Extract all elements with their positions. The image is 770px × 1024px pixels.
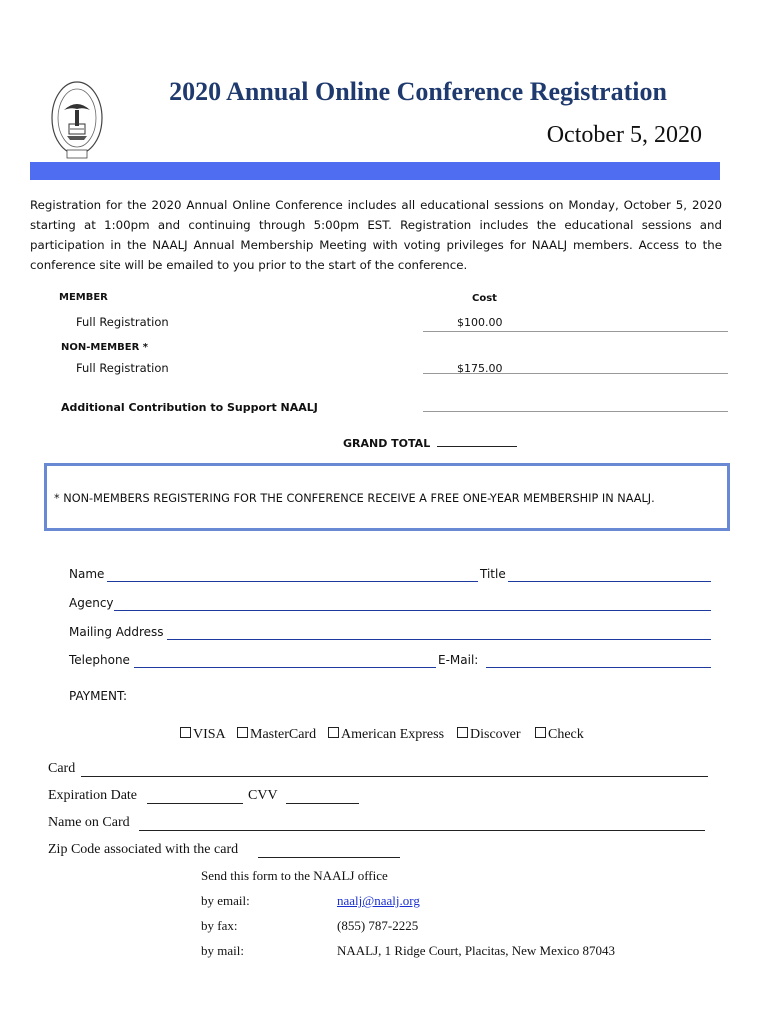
nonmember-price: $175.00 — [457, 362, 503, 375]
payment-heading: PAYMENT: — [69, 689, 128, 703]
address-label: Mailing Address — [69, 625, 164, 639]
page-title: 2020 Annual Online Conference Registration — [169, 77, 667, 106]
nonmember-heading: NON-MEMBER * — [61, 342, 148, 353]
member-price-line — [423, 319, 728, 332]
send-fax-label: by fax: — [201, 918, 238, 933]
intro-paragraph: Registration for the 2020 Annual Online Conference includes all educational sessions on Monday, October 5, 2020 starting at 1:00pm and continuing through 5:00pm EST. Registration includes the educational sessions and participation in the NAALJ Annual Membership Meeting with voting privileges for NAALJ members. Access to the conference site will be emailed to you prior to the start of the conference. — [30, 198, 722, 272]
telephone-label: Telephone — [69, 653, 130, 667]
address-input[interactable] — [167, 625, 711, 640]
conference-date: October 5, 2020 — [546, 122, 702, 148]
member-heading: MEMBER — [59, 292, 108, 303]
contribution-label: Additional Contribution to Support NAALJ — [61, 401, 318, 414]
expiration-input[interactable] — [147, 789, 243, 804]
cvv-label: CVV — [248, 788, 278, 803]
send-mail-label: by mail: — [201, 943, 244, 958]
member-price: $100.00 — [457, 316, 503, 329]
checkbox-icon[interactable] — [535, 727, 546, 738]
checkbox-icon[interactable] — [180, 727, 191, 738]
checkbox-icon[interactable] — [457, 727, 468, 738]
checkbox-icon[interactable] — [328, 727, 339, 738]
cost-heading: Cost — [472, 293, 497, 304]
agency-input[interactable] — [114, 596, 711, 611]
payment-option-visa[interactable]: VISA — [180, 727, 226, 743]
cvv-input[interactable] — [286, 789, 359, 804]
payment-option-amex[interactable]: American Express — [328, 727, 444, 743]
grand-total-label: GRAND TOTAL — [343, 437, 431, 450]
nonmember-item: Full Registration — [76, 361, 169, 375]
contribution-input[interactable] — [423, 399, 728, 412]
payment-option-mastercard[interactable]: MasterCard — [237, 727, 316, 743]
name-input[interactable] — [107, 567, 478, 582]
send-email-label: by email: — [201, 893, 250, 908]
grand-total-input[interactable] — [437, 434, 517, 447]
name-label: Name — [69, 567, 105, 581]
telephone-input[interactable] — [134, 653, 436, 668]
payment-option-check[interactable]: Check — [535, 727, 584, 743]
nonmember-price-line — [423, 361, 728, 374]
checkbox-icon[interactable] — [237, 727, 248, 738]
header-accent-bar — [30, 162, 720, 180]
agency-label: Agency — [69, 596, 114, 610]
send-email-link[interactable]: naalj@naalj.org — [337, 893, 420, 908]
zip-input[interactable] — [258, 843, 400, 858]
send-fax-value: (855) 787-2225 — [337, 918, 419, 933]
card-label: Card — [48, 761, 76, 776]
send-mail-value: NAALJ, 1 Ridge Court, Placitas, New Mexico 87043 — [337, 943, 616, 958]
email-label: E-Mail: — [438, 653, 479, 667]
expiration-label: Expiration Date — [48, 788, 138, 803]
card-input[interactable] — [81, 762, 708, 777]
name-on-card-input[interactable] — [139, 816, 705, 831]
email-input[interactable] — [486, 653, 711, 668]
name-on-card-label: Name on Card — [48, 815, 130, 830]
zip-label: Zip Code associated with the card — [48, 842, 239, 857]
send-heading: Send this form to the NAALJ office — [201, 868, 388, 883]
title-label: Title — [480, 567, 506, 581]
notice-text: * NON-MEMBERS REGISTERING FOR THE CONFERENCE RECEIVE A FREE ONE-YEAR MEMBERSHIP IN NAALJ. — [54, 492, 655, 505]
member-item: Full Registration — [76, 315, 169, 329]
title-input[interactable] — [508, 567, 711, 582]
payment-option-discover[interactable]: Discover — [457, 727, 521, 743]
